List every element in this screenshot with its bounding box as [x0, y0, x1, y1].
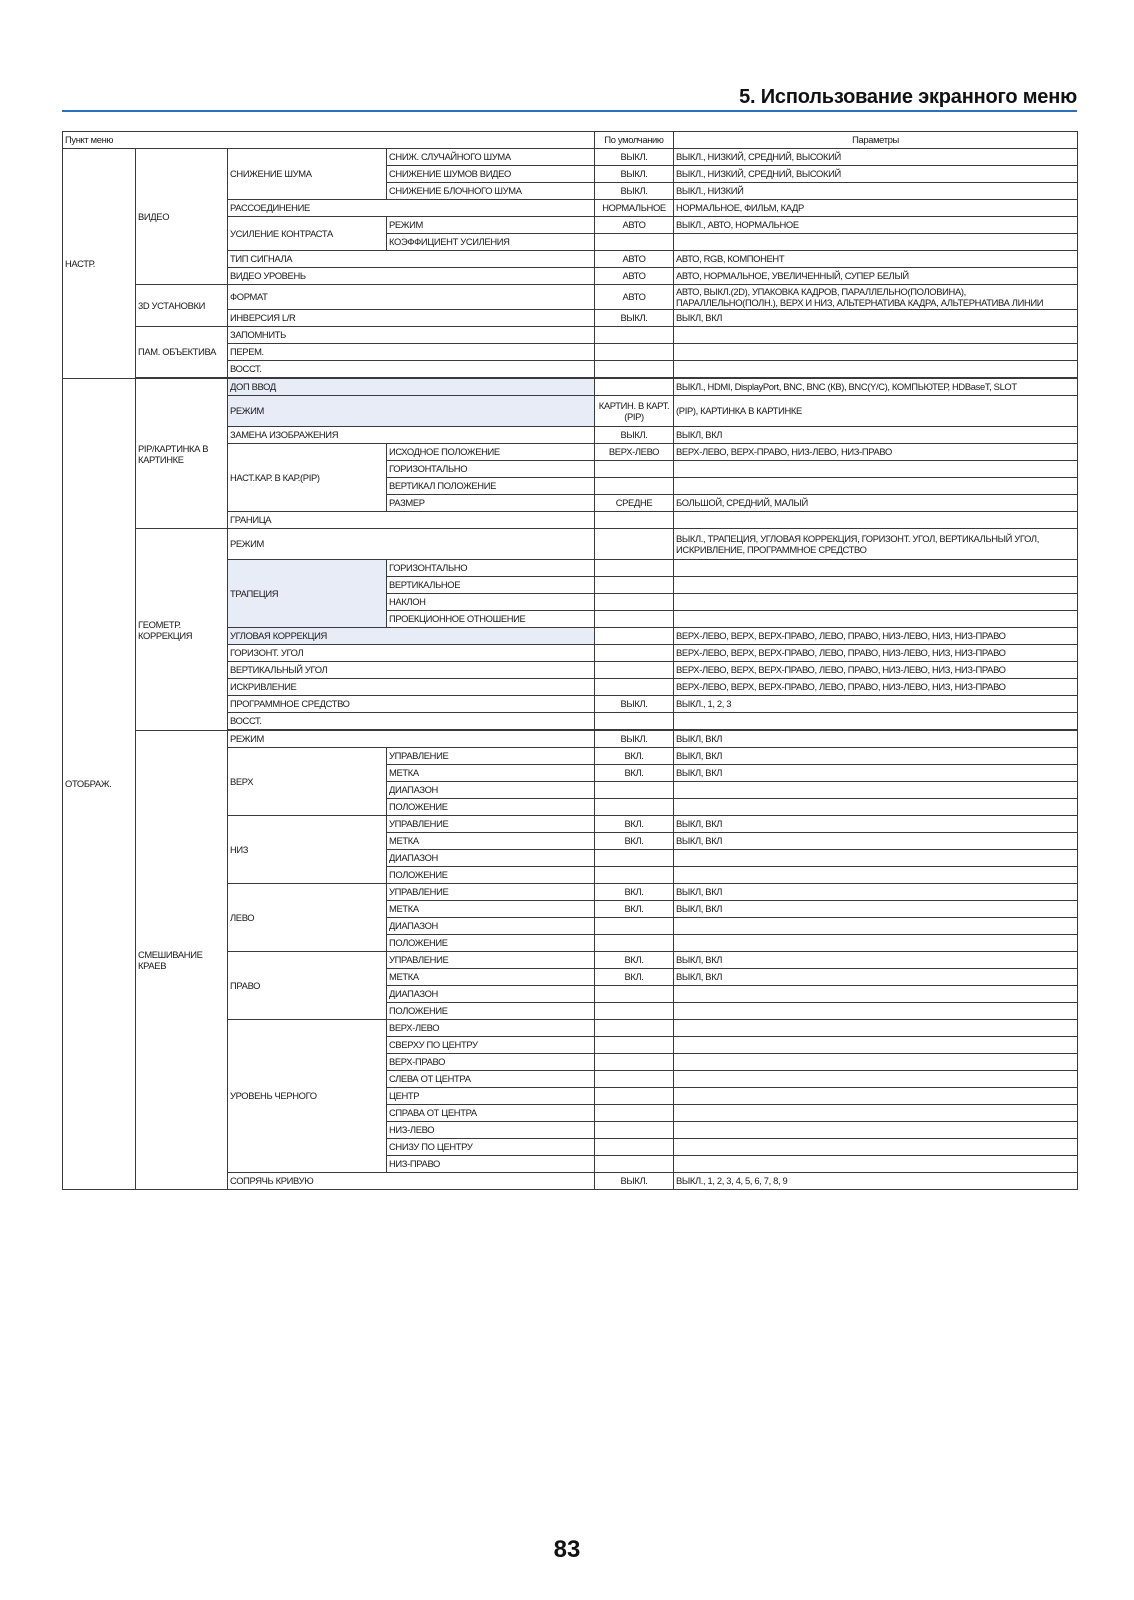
param-values: АВТО, RGB, КОМПОНЕНТ [674, 251, 1078, 268]
param-values [674, 1020, 1078, 1037]
table-row [63, 327, 1078, 344]
param-values [674, 1037, 1078, 1054]
subgroup-3d: 3D УСТАНОВКИ [136, 285, 228, 327]
subitem-name: ВЕРХ-ПРАВО [387, 1054, 595, 1071]
subitem-name: ДИАПАЗОН [387, 782, 595, 799]
default-value [595, 935, 674, 952]
subitem-name: УПРАВЛЕНИЕ [387, 952, 595, 969]
page-number: 83 [553, 1536, 581, 1563]
subitem-name: СПРАВА ОТ ЦЕНТРА [387, 1105, 595, 1122]
subitem-name: УПРАВЛЕНИЕ [387, 748, 595, 765]
default-value [595, 529, 674, 560]
table-row [63, 149, 1078, 166]
item-name: ЗАПОМНИТЬ [228, 327, 595, 344]
default-value: ВКЛ. [595, 748, 674, 765]
param-values: АВТО, НОРМАЛЬНОЕ, УВЕЛИЧЕННЫЙ, СУПЕР БЕЛЫЙ [674, 268, 1078, 285]
subitem-name: МЕТКА [387, 833, 595, 850]
param-values [674, 478, 1078, 495]
default-value: ВКЛ. [595, 765, 674, 782]
item-contrast: УСИЛЕНИЕ КОНТРАСТА [228, 217, 387, 251]
subitem-name: СНИЖЕНИЕ БЛОЧНОГО ШУМА [387, 183, 595, 200]
subitem-name: ПОЛОЖЕНИЕ [387, 867, 595, 884]
param-values [674, 361, 1078, 378]
subitem-name: ПОЛОЖЕНИЕ [387, 935, 595, 952]
param-values: ВЫКЛ., НИЗКИЙ, СРЕДНИЙ, ВЫСОКИЙ [674, 149, 1078, 166]
default-value: ВКЛ. [595, 884, 674, 901]
param-values: ВЕРХ-ЛЕВО, ВЕРХ, ВЕРХ-ПРАВО, ЛЕВО, ПРАВО, НИЗ-ЛЕВО, НИЗ, НИЗ-ПРАВО [674, 645, 1078, 662]
default-value [595, 344, 674, 361]
item-name: СОПРЯЧЬ КРИВУЮ [228, 1173, 595, 1190]
default-value [595, 1156, 674, 1173]
param-values: ВЕРХ-ЛЕВО, ВЕРХ, ВЕРХ-ПРАВО, ЛЕВО, ПРАВО, НИЗ-ЛЕВО, НИЗ, НИЗ-ПРАВО [674, 628, 1078, 645]
param-values: (PIP), КАРТИНКА В КАРТИНКЕ [674, 396, 1078, 427]
default-value: ВКЛ. [595, 969, 674, 986]
param-values: ВЫКЛ, ВКЛ [674, 816, 1078, 833]
param-values [674, 461, 1078, 478]
param-values: ВЕРХ-ЛЕВО, ВЕРХ, ВЕРХ-ПРАВО, ЛЕВО, ПРАВО, НИЗ-ЛЕВО, НИЗ, НИЗ-ПРАВО [674, 679, 1078, 696]
subgroup-lens-memory: ПАМ. ОБЪЕКТИВА [136, 327, 228, 378]
default-value: ВЕРХ-ЛЕВО [595, 444, 674, 461]
param-values: ВЕРХ-ЛЕВО, ВЕРХ, ВЕРХ-ПРАВО, ЛЕВО, ПРАВО, НИЗ-ЛЕВО, НИЗ, НИЗ-ПРАВО [674, 662, 1078, 679]
subitem-name: МЕТКА [387, 901, 595, 918]
param-values: ВЫКЛ, ВКЛ [674, 310, 1078, 327]
default-value [595, 361, 674, 378]
default-value: ВЫКЛ. [595, 696, 674, 713]
default-value [595, 662, 674, 679]
param-values: ВЫКЛ., НИЗКИЙ [674, 183, 1078, 200]
default-value: КАРТИН. В КАРТ. (PIP) [595, 396, 674, 427]
default-value [595, 478, 674, 495]
default-value: СРЕДНЕ [595, 495, 674, 512]
default-value [595, 867, 674, 884]
default-value [595, 628, 674, 645]
subitem-name: НАКЛОН [387, 594, 595, 611]
header-default: По умолчанию [595, 132, 674, 149]
default-value [595, 1054, 674, 1071]
subitem-name: ГОРИЗОНТАЛЬНО [387, 461, 595, 478]
default-value: ВКЛ. [595, 833, 674, 850]
default-value [595, 1139, 674, 1156]
param-values [674, 799, 1078, 816]
item-name: ВИДЕО УРОВЕНЬ [228, 268, 595, 285]
param-values [674, 1071, 1078, 1088]
subitem-name: СНИЖЕНИЕ ШУМОВ ВИДЕО [387, 166, 595, 183]
default-value [595, 560, 674, 577]
subitem-name: СВЕРХУ ПО ЦЕНТРУ [387, 1037, 595, 1054]
default-value [595, 1071, 674, 1088]
default-value [595, 327, 674, 344]
table-row [63, 529, 1078, 560]
item-blend-side: ПРАВО [228, 952, 387, 1020]
param-values: ВЫКЛ, ВКЛ [674, 952, 1078, 969]
subitem-name: ПОЛОЖЕНИЕ [387, 799, 595, 816]
default-value [595, 234, 674, 251]
item-name: ВОССТ. [228, 713, 595, 730]
default-value: ВКЛ. [595, 901, 674, 918]
param-values [674, 867, 1078, 884]
item-name: ПРОГРАММНОЕ СРЕДСТВО [228, 696, 595, 713]
param-values: ВЫКЛ, ВКЛ [674, 731, 1078, 748]
item-name: ВЕРТИКАЛЬНЫЙ УГОЛ [228, 662, 595, 679]
item-name: ИНВЕРСИЯ L/R [228, 310, 595, 327]
item-name: РАССОЕДИНЕНИЕ [228, 200, 595, 217]
group-nastr: НАСТР. [63, 149, 136, 379]
subitem-name: ДИАПАЗОН [387, 986, 595, 1003]
subitem-name: УПРАВЛЕНИЕ [387, 816, 595, 833]
default-value: ВЫКЛ. [595, 731, 674, 748]
table-row [63, 285, 1078, 310]
param-values: НОРМАЛЬНОЕ, ФИЛЬМ, КАДР [674, 200, 1078, 217]
default-value [595, 645, 674, 662]
subitem-name: КОЭФФИЦИЕНТ УСИЛЕНИЯ [387, 234, 595, 251]
subitem-name: ДИАПАЗОН [387, 850, 595, 867]
subitem-name: РЕЖИМ [387, 217, 595, 234]
item-blend-side: ВЕРХ [228, 748, 387, 816]
item-name: ГРАНИЦА [228, 512, 595, 529]
param-values: ВЫКЛ, ВКЛ [674, 427, 1078, 444]
default-value: АВТО [595, 251, 674, 268]
subitem-name: СНИЖ. СЛУЧАЙНОГО ШУМА [387, 149, 595, 166]
param-values [674, 577, 1078, 594]
default-value [595, 1003, 674, 1020]
default-value: ВЫКЛ. [595, 183, 674, 200]
default-value [595, 1088, 674, 1105]
table-row [63, 731, 1078, 748]
default-value [595, 782, 674, 799]
default-value [595, 1122, 674, 1139]
param-values [674, 713, 1078, 730]
subgroup-geometric: ГЕОМЕТР. КОРРЕКЦИЯ [136, 529, 228, 731]
default-value: ВКЛ. [595, 816, 674, 833]
subitem-name: ГОРИЗОНТАЛЬНО [387, 560, 595, 577]
default-value [595, 611, 674, 628]
default-value [595, 512, 674, 529]
subitem-name: РАЗМЕР [387, 495, 595, 512]
param-values [674, 782, 1078, 799]
default-value: ВКЛ. [595, 952, 674, 969]
param-values: ВЫКЛ, ВКЛ [674, 884, 1078, 901]
param-values: ВЫКЛ., 1, 2, 3 [674, 696, 1078, 713]
item-name: ЗАМЕНА ИЗОБРАЖЕНИЯ [228, 427, 595, 444]
subitem-name: ДИАПАЗОН [387, 918, 595, 935]
param-values: ВЫКЛ, ВКЛ [674, 969, 1078, 986]
subitem-name: УПРАВЛЕНИЕ [387, 884, 595, 901]
item-black-level: УРОВЕНЬ ЧЕРНОГО [228, 1020, 387, 1173]
item-blend-side: ЛЕВО [228, 884, 387, 952]
param-values: ВЫКЛ., НИЗКИЙ, СРЕДНИЙ, ВЫСОКИЙ [674, 166, 1078, 183]
default-value [595, 799, 674, 816]
subitem-name: ВЕРТИКАЛ ПОЛОЖЕНИЕ [387, 478, 595, 495]
default-value: ВЫКЛ. [595, 1173, 674, 1190]
subitem-name: МЕТКА [387, 765, 595, 782]
param-values: ВЕРХ-ЛЕВО, ВЕРХ-ПРАВО, НИЗ-ЛЕВО, НИЗ-ПРАВО [674, 444, 1078, 461]
param-values [674, 1139, 1078, 1156]
item-name: ИСКРИВЛЕНИЕ [228, 679, 595, 696]
item-keystone: ТРАПЕЦИЯ [228, 560, 387, 628]
item-blend-side: НИЗ [228, 816, 387, 884]
default-value: АВТО [595, 285, 674, 310]
item-noise: СНИЖЕНИЕ ШУМА [228, 149, 387, 200]
default-value: ВЫКЛ. [595, 149, 674, 166]
default-value: ВЫКЛ. [595, 166, 674, 183]
default-value [595, 577, 674, 594]
item-name: ВОССТ. [228, 361, 595, 378]
param-values [674, 594, 1078, 611]
default-value [595, 461, 674, 478]
subitem-name: ИСХОДНОЕ ПОЛОЖЕНИЕ [387, 444, 595, 461]
param-values [674, 327, 1078, 344]
param-values [674, 285, 1078, 310]
default-value [595, 1037, 674, 1054]
param-values [674, 1003, 1078, 1020]
param-values [674, 611, 1078, 628]
param-values: ВЫКЛ., АВТО, НОРМАЛЬНОЕ [674, 217, 1078, 234]
default-value [595, 379, 674, 396]
default-value [595, 713, 674, 730]
param-values [674, 1054, 1078, 1071]
default-value [595, 1105, 674, 1122]
default-value: АВТО [595, 268, 674, 285]
default-value [595, 1020, 674, 1037]
param-values [674, 935, 1078, 952]
default-value [595, 679, 674, 696]
item-name: ГОРИЗОНТ. УГОЛ [228, 645, 595, 662]
param-values [674, 344, 1078, 361]
default-value: НОРМАЛЬНОЕ [595, 200, 674, 217]
page-header [62, 84, 1077, 110]
default-value [595, 594, 674, 611]
param-line: ПАРАЛЛЕЛЬНО(ПОЛН.), ВЕРХ И НИЗ, АЛЬТЕРНАТИВА КАДРА, АЛЬТЕРНАТИВА ЛИНИИ [676, 297, 1044, 308]
param-values [674, 560, 1078, 577]
subitem-name: НИЗ-ЛЕВО [387, 1122, 595, 1139]
param-values: ВЫКЛ, ВКЛ [674, 833, 1078, 850]
header-rule [62, 110, 1077, 112]
param-values: ВЫКЛ., ТРАПЕЦИЯ, УГЛОВАЯ КОРРЕКЦИЯ, ГОРИЗОНТ. УГОЛ, ВЕРТИКАЛЬНЫЙ УГОЛ, ИСКРИВЛЕНИЕ, ПРОГРАММНОЕ СРЕДСТВО [674, 529, 1078, 560]
default-value [595, 918, 674, 935]
item-name: РЕЖИМ [228, 529, 595, 560]
subitem-name: СНИЗУ ПО ЦЕНТРУ [387, 1139, 595, 1156]
menu-table [62, 131, 1078, 1190]
item-name: ПЕРЕМ. [228, 344, 595, 361]
item-name: ТИП СИГНАЛА [228, 251, 595, 268]
default-value [595, 986, 674, 1003]
param-values [674, 1105, 1078, 1122]
param-values: ВЫКЛ, ВКЛ [674, 901, 1078, 918]
subitem-name: ПРОЕКЦИОННОЕ ОТНОШЕНИЕ [387, 611, 595, 628]
param-values [674, 1088, 1078, 1105]
table-row [63, 379, 1078, 396]
param-values: ВЫКЛ, ВКЛ [674, 765, 1078, 782]
item-name: ФОРМАТ [228, 285, 595, 310]
table-header-row [63, 132, 1078, 149]
subitem-name: МЕТКА [387, 969, 595, 986]
item-pip-settings: НАСТ.КАР. В КАР.(PIP) [228, 444, 387, 512]
param-values [674, 986, 1078, 1003]
subgroup-pip: PIP/КАРТИНКА В КАРТИНКЕ [136, 379, 228, 529]
param-values [674, 1156, 1078, 1173]
param-values [674, 850, 1078, 867]
default-value: АВТО [595, 217, 674, 234]
param-values [674, 234, 1078, 251]
item-name: УГЛОВАЯ КОРРЕКЦИЯ [228, 628, 595, 645]
param-line: АВТО, ВЫКЛ.(2D), УПАКОВКА КАДРОВ, ПАРАЛЛЕЛЬНО(ПОЛОВИНА), [676, 286, 966, 297]
item-name: РЕЖИМ [228, 731, 595, 748]
param-values [674, 512, 1078, 529]
subitem-name: СЛЕВА ОТ ЦЕНТРА [387, 1071, 595, 1088]
item-name: ДОП ВВОД [228, 379, 595, 396]
page-title: 5. Использование экранного меню [739, 86, 1077, 108]
subitem-name: НИЗ-ПРАВО [387, 1156, 595, 1173]
header-params: Параметры [674, 132, 1078, 149]
param-values: ВЫКЛ., HDMI, DisplayPort, BNC, BNC (КВ), BNC(Y/C), КОМПЬЮТЕР, HDBaseT, SLOT [674, 379, 1078, 396]
subitem-name: ВЕРТИКАЛЬНОЕ [387, 577, 595, 594]
param-values: БОЛЬШОЙ, СРЕДНИЙ, МАЛЫЙ [674, 495, 1078, 512]
default-value [595, 850, 674, 867]
default-value: ВЫКЛ. [595, 310, 674, 327]
item-name: РЕЖИМ [228, 396, 595, 427]
subitem-name: ЦЕНТР [387, 1088, 595, 1105]
group-otobr: ОТОБРАЖ. [63, 379, 136, 1190]
default-value: ВЫКЛ. [595, 427, 674, 444]
param-values: ВЫКЛ., 1, 2, 3, 4, 5, 6, 7, 8, 9 [674, 1173, 1078, 1190]
subitem-name: ПОЛОЖЕНИЕ [387, 1003, 595, 1020]
param-values [674, 1122, 1078, 1139]
param-values [674, 918, 1078, 935]
header-item: Пункт меню [63, 132, 595, 149]
subgroup-edge-blend: СМЕШИВАНИЕ КРАЕВ [136, 731, 228, 1190]
subgroup-video: ВИДЕО [136, 149, 228, 285]
subitem-name: ВЕРХ-ЛЕВО [387, 1020, 595, 1037]
param-values: ВЫКЛ, ВКЛ [674, 748, 1078, 765]
